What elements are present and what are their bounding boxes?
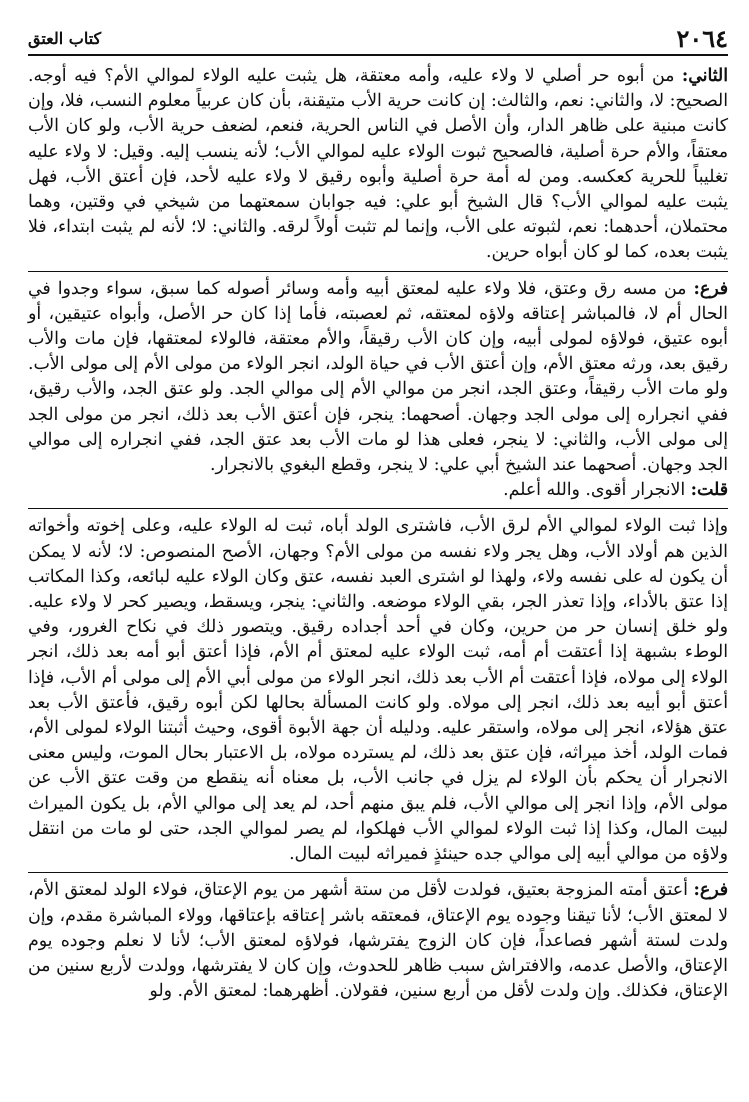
page-body bbox=[28, 64, 728, 1004]
section-divider bbox=[28, 508, 728, 509]
paragraph-lead: الثاني: bbox=[681, 66, 728, 86]
paragraph-text: أعتق أمته المزوجة بعتيق، فولدت لأقل من ستة أشهر من يوم الإعتاق، فولاء الولد لمعتق الأم، لا لمعتق الأب؛ لأنا تيقنا وجوده يوم الإعتاق، فمعتقه باشر إعتاقه بإعتاقها، وولاء المباشرة مقدم، وإن ولدت لستة أشهر فصاعداً، فإن كان الزوج يفترشها، فولاؤه لمعتق الأب؛ لأنا لا نعلم وجوده يوم الإعتاق، والأصل عدمه، والافتراش سبب ظاهر للحدوث، وإن كان لا يفترشها، وولدت لأربع سنين من الإعتاق، فكذلك. وإن ولدت لأقل من أربع سنين، فقولان. أظهرهما: لمعتق الأم. ولو bbox=[28, 880, 728, 1002]
section-divider bbox=[28, 872, 728, 873]
paragraph-lead: فرع: bbox=[693, 278, 728, 299]
page-header bbox=[28, 22, 728, 56]
paragraph-text: وإذا ثبت الولاء لموالي الأم لرق الأب، فاشترى الولد أباه، ثبت له الولاء عليه، وعلى إخوته وأخواته الذين هم أولاد الأب، وهل يجر ولاء نفسه من مولى الأم؟ وجهان، الأصح المنصوص: لا؛ لأنه لا يمكن أن يكون له على نفسه ولاء، ولهذا لو اشترى العبد نفسه، عتق وكان الولاء عليه لبائعه، وكذا المكاتب إذا عتق بالأداء، وإذا تعذر الجر، بقي الولاء موضعه. والثاني: ينجر، ويسقط، ويصير كحر لا ولاء عليه. ولو خلق إنسان حر من حرين، وكان في أحد أجداده رقيق. ويتصور ذلك في نكاح الغرور، وفي الوطء بشبهة إذا أعتقت أم أمه، ثبت الولاء عليه لمعتق أم الأم، فإذا أعتق أبو أمه بعد ذلك، انجر الولاء إلى مولاه، فإذا أعتقت أم الأب بعد ذلك، انجر الولاء من مولى أبي الأم إلى مولى أم الأب، فإذا أعتق أبو أبيه بعد ذلك، انجر إلى مولاه. ولو كانت المسألة بحالها لكن أبوه رقيق، فأعتق الأب بعد عتق هؤلاء، انجر إلى مولاه، واستقر عليه. ودليله أن جهة الأبوة أقوى، وحيث أثبتنا الولاء لمولى الأم، فمات الولد، أخذ ميراثه، فإن عتق بعد ذلك، لم يسترده مولاه، بل الاعتبار بحال الموت، وليس معنى الانجرار أن يحكم بأن الولاء لم يزل في جانب الأب، بل معناه أنه ينقطع من وقت عتق الأب عن مولى الأم، وإذا انجر إلى موالي الأب، فلم يبق منهم أحد، لم يعد إلى موالي الأم، بل يكون الميراث لبيت المال، وكذا إذا ثبت الولاء لموالي الأب فهلكوا، لم يصر لموالي الجد، حتى لو مات من انتقل ولاؤه من موالي أبيه إلى موالي جده حينئذٍ فميراثه لبيت المال. bbox=[28, 516, 728, 865]
paragraph bbox=[28, 64, 728, 266]
paragraph-text: من أبوه حر أصلي لا ولاء عليه، وأمه معتقة، هل يثبت عليه الولاء لموالي الأم؟ فيه أوجه. الصحيح: لا، والثاني: نعم، والثالث: إن كانت حرية الأب متيقنة، بأن كان عربياً معلوم النسب، فلا، وإن كانت مبنية على ظاهر الدار، وأن الأصل في الناس الحرية، فنعم، لضعف حرية الأب، ولو كان الأب معتقاً، والأم حرة أصلية، فالصحيح ثبوت الولاء عليه لموالي الأب؛ لأنه ينسب إليه. وقيل: لا ولاء عليه تغليباً للحرية كعكسه. ومن له أمة حرة أصلية وأبوه رقيق لا ولاء عليه لأحد، فإن أعتق الأب، فهل يثبت عليه لموالي الأب؟ قال الشيخ أبو علي: فيه جوابان سمعتهما من شيخي في وقتين، وهما محتملان، أحدهما: نعم، لثبوته على الأب، وإنما لم تثبت أولاً لرقه. والثاني: لا؛ لأنه لم يثبت ابتداء، فلا يثبت بعده، كما لو كان أبواه حرين. bbox=[28, 66, 728, 263]
paragraph bbox=[28, 878, 728, 1004]
paragraph bbox=[28, 277, 728, 479]
book-page bbox=[28, 22, 728, 1082]
paragraph-lead: فرع: bbox=[693, 880, 728, 901]
paragraph-text: من مسه رق وعتق، فلا ولاء عليه لمعتق أبيه وأمه وسائر أصوله كما سبق، سواء وجدوا في الحال أم لا، فالمباشر إعتاقه ولاؤه لمعتقه، ثم لعصبته، فأما إذا كان حر الأصل، وأبواه عتيقين، أو أبوه عتيق، فولاؤه لمولى أبيه، وإن كان الأب رقيقاً، والأم معتقة، فالولاء لمعتقها، فإن مات والأب رقيق بعد، ورثه معتق الأم، وإن أعتق الأب في حياة الولد، انجر الولاء من مولى الأم إلى مولى الأب. ولو مات الأب رقيقاً، وعتق الجد، انجر من موالي الأم إلى موالي الجد. ولو عتق الجد، والأب رقيق، ففي انجراره إلى مولى الجد وجهان. أصحهما: ينجر، فإن أعتق الأب بعد ذلك، انجر من مولى الجد إلى مولى الأب، والثاني: لا ينجر، فعلى هذا لو مات الأب بعد عتق الجد، ففي انجراره إلى موالي الجد وجهان. أصحهما عند الشيخ أبي علي: لا ينجر، وقطع البغوي بالانجرار. bbox=[28, 278, 728, 476]
paragraph bbox=[28, 478, 728, 503]
paragraph-text: الانجرار أقوى. والله أعلم. bbox=[503, 480, 691, 501]
paragraph-lead: قلت: bbox=[690, 480, 728, 501]
page-number: ٢٠٦٤ bbox=[676, 24, 728, 53]
chapter-title: كتاب العتق bbox=[28, 29, 102, 48]
paragraph bbox=[28, 514, 728, 867]
section-divider bbox=[28, 271, 728, 272]
